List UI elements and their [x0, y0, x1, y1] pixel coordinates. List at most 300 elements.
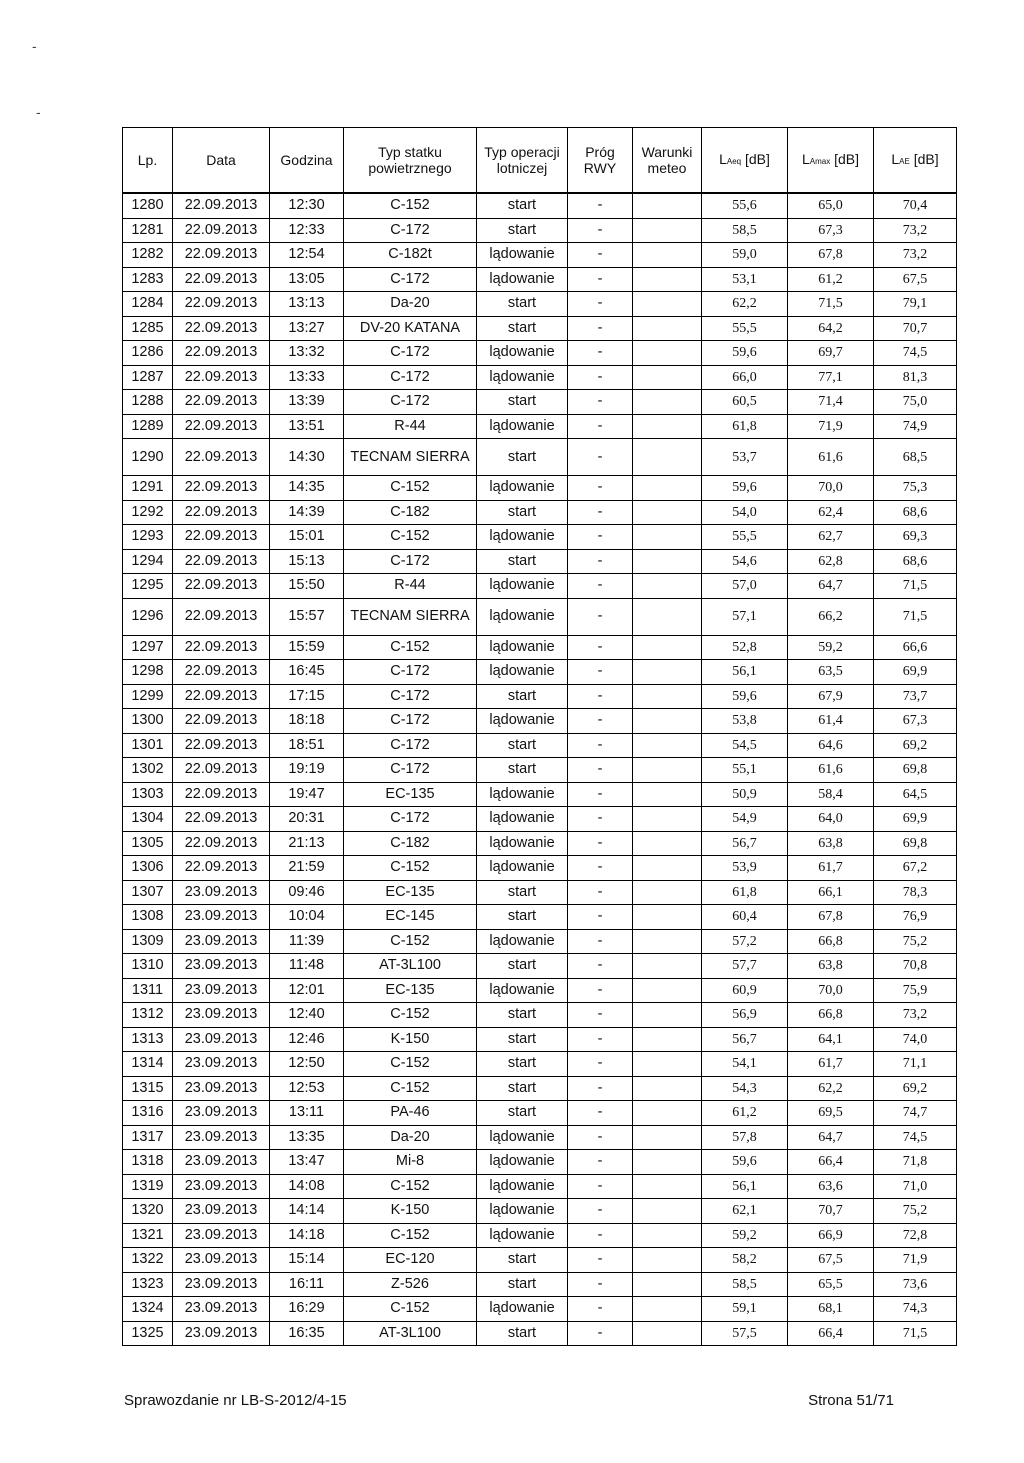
cell-time: 18:18	[270, 709, 344, 734]
cell-date: 22.09.2013	[173, 292, 270, 317]
table-row	[123, 292, 957, 317]
cell-time: 13:11	[270, 1101, 344, 1126]
header-lae: LAE [dB]	[874, 128, 957, 194]
cell-lamax: 71,4	[788, 390, 874, 415]
cell-lae: 71,8	[874, 1150, 957, 1175]
cell-lae: 74,5	[874, 341, 957, 366]
cell-date: 22.09.2013	[173, 709, 270, 734]
header-lp: Lp.	[123, 128, 173, 194]
cell-operation: start	[477, 218, 568, 243]
cell-lamax: 77,1	[788, 365, 874, 390]
header-warunki: Warunki meteo	[633, 128, 702, 194]
table-row	[123, 267, 957, 292]
cell-lamax: 67,8	[788, 243, 874, 268]
cell-lae: 71,9	[874, 1248, 957, 1273]
cell-laeq: 56,1	[702, 1174, 788, 1199]
cell-date: 22.09.2013	[173, 549, 270, 574]
table-row	[123, 341, 957, 366]
cell-date: 22.09.2013	[173, 525, 270, 550]
cell-aircraft: C-152	[344, 1174, 477, 1199]
cell-runway: -	[568, 476, 633, 501]
cell-aircraft: C-152	[344, 1052, 477, 1077]
cell-laeq: 59,6	[702, 476, 788, 501]
cell-lae: 71,1	[874, 1052, 957, 1077]
cell-aircraft: EC-135	[344, 880, 477, 905]
cell-laeq: 60,5	[702, 390, 788, 415]
cell-runway: -	[568, 549, 633, 574]
cell-weather	[633, 1223, 702, 1248]
cell-lae: 74,3	[874, 1297, 957, 1322]
cell-date: 22.09.2013	[173, 660, 270, 685]
cell-lp: 1296	[123, 598, 173, 635]
cell-date: 22.09.2013	[173, 807, 270, 832]
cell-lp: 1293	[123, 525, 173, 550]
cell-operation: lądowanie	[477, 267, 568, 292]
cell-aircraft: C-182t	[344, 243, 477, 268]
cell-operation: start	[477, 880, 568, 905]
cell-operation: start	[477, 1321, 568, 1346]
cell-date: 22.09.2013	[173, 218, 270, 243]
cell-laeq: 61,8	[702, 880, 788, 905]
cell-time: 15:59	[270, 635, 344, 660]
cell-weather	[633, 439, 702, 476]
cell-runway: -	[568, 525, 633, 550]
cell-time: 12:54	[270, 243, 344, 268]
cell-lamax: 68,1	[788, 1297, 874, 1322]
cell-runway: -	[568, 856, 633, 881]
cell-lamax: 70,0	[788, 978, 874, 1003]
cell-operation: start	[477, 1052, 568, 1077]
cell-date: 22.09.2013	[173, 476, 270, 501]
cell-lamax: 67,8	[788, 905, 874, 930]
cell-date: 23.09.2013	[173, 1027, 270, 1052]
cell-lamax: 66,9	[788, 1223, 874, 1248]
cell-runway: -	[568, 1150, 633, 1175]
cell-weather	[633, 365, 702, 390]
cell-date: 23.09.2013	[173, 1076, 270, 1101]
cell-aircraft: C-172	[344, 733, 477, 758]
cell-lp: 1299	[123, 684, 173, 709]
cell-time: 09:46	[270, 880, 344, 905]
cell-lae: 75,2	[874, 1199, 957, 1224]
cell-lamax: 67,9	[788, 684, 874, 709]
cell-lamax: 62,7	[788, 525, 874, 550]
cell-lamax: 66,8	[788, 929, 874, 954]
cell-laeq: 53,1	[702, 267, 788, 292]
cell-laeq: 57,8	[702, 1125, 788, 1150]
cell-operation: lądowanie	[477, 414, 568, 439]
cell-laeq: 54,9	[702, 807, 788, 832]
cell-weather	[633, 1003, 702, 1028]
cell-lae: 78,3	[874, 880, 957, 905]
cell-weather	[633, 1150, 702, 1175]
cell-runway: -	[568, 1297, 633, 1322]
table-row	[123, 218, 957, 243]
cell-runway: -	[568, 880, 633, 905]
table-row	[123, 807, 957, 832]
cell-aircraft: C-172	[344, 684, 477, 709]
table-row	[123, 758, 957, 783]
cell-lp: 1291	[123, 476, 173, 501]
cell-runway: -	[568, 635, 633, 660]
cell-operation: lądowanie	[477, 782, 568, 807]
cell-time: 12:30	[270, 193, 344, 218]
cell-lamax: 63,5	[788, 660, 874, 685]
cell-runway: -	[568, 341, 633, 366]
cell-lae: 70,4	[874, 193, 957, 218]
cell-operation: start	[477, 439, 568, 476]
cell-weather	[633, 856, 702, 881]
cell-time: 13:35	[270, 1125, 344, 1150]
cell-lamax: 64,0	[788, 807, 874, 832]
table-row	[123, 709, 957, 734]
table-row	[123, 1052, 957, 1077]
table-row	[123, 500, 957, 525]
cell-lp: 1286	[123, 341, 173, 366]
cell-lae: 81,3	[874, 365, 957, 390]
cell-lp: 1312	[123, 1003, 173, 1028]
cell-time: 11:39	[270, 929, 344, 954]
cell-lamax: 58,4	[788, 782, 874, 807]
cell-lae: 74,7	[874, 1101, 957, 1126]
cell-runway: -	[568, 390, 633, 415]
cell-lp: 1297	[123, 635, 173, 660]
cell-lamax: 61,2	[788, 267, 874, 292]
cell-aircraft: Da-20	[344, 292, 477, 317]
cell-lp: 1292	[123, 500, 173, 525]
cell-aircraft: C-152	[344, 1297, 477, 1322]
cell-lp: 1322	[123, 1248, 173, 1273]
cell-lp: 1318	[123, 1150, 173, 1175]
cell-operation: lądowanie	[477, 365, 568, 390]
cell-runway: -	[568, 807, 633, 832]
cell-time: 14:14	[270, 1199, 344, 1224]
cell-lae: 69,9	[874, 660, 957, 685]
cell-weather	[633, 1297, 702, 1322]
cell-weather	[633, 1052, 702, 1077]
cell-date: 23.09.2013	[173, 929, 270, 954]
cell-lamax: 66,4	[788, 1150, 874, 1175]
cell-laeq: 54,5	[702, 733, 788, 758]
cell-weather	[633, 500, 702, 525]
cell-date: 22.09.2013	[173, 635, 270, 660]
cell-lp: 1294	[123, 549, 173, 574]
cell-date: 23.09.2013	[173, 1125, 270, 1150]
cell-date: 22.09.2013	[173, 365, 270, 390]
cell-runway: -	[568, 1199, 633, 1224]
scan-mark: -	[36, 104, 41, 120]
cell-operation: lądowanie	[477, 341, 568, 366]
cell-aircraft: C-152	[344, 856, 477, 881]
table-row	[123, 365, 957, 390]
table-row	[123, 525, 957, 550]
cell-lamax: 63,8	[788, 831, 874, 856]
cell-lamax: 64,2	[788, 316, 874, 341]
cell-laeq: 55,6	[702, 193, 788, 218]
cell-aircraft: C-182	[344, 831, 477, 856]
cell-lae: 73,7	[874, 684, 957, 709]
cell-aircraft: EC-135	[344, 978, 477, 1003]
cell-runway: -	[568, 292, 633, 317]
cell-aircraft: C-152	[344, 635, 477, 660]
cell-weather	[633, 1027, 702, 1052]
cell-operation: start	[477, 316, 568, 341]
cell-lamax: 63,8	[788, 954, 874, 979]
header-prog: Próg RWY	[568, 128, 633, 194]
cell-date: 22.09.2013	[173, 390, 270, 415]
cell-time: 14:18	[270, 1223, 344, 1248]
cell-date: 22.09.2013	[173, 758, 270, 783]
table-row	[123, 1223, 957, 1248]
table-row	[123, 1101, 957, 1126]
cell-laeq: 58,2	[702, 1248, 788, 1273]
cell-runway: -	[568, 782, 633, 807]
cell-lae: 69,8	[874, 831, 957, 856]
cell-lamax: 61,7	[788, 856, 874, 881]
cell-laeq: 55,5	[702, 316, 788, 341]
cell-runway: -	[568, 1321, 633, 1346]
cell-runway: -	[568, 500, 633, 525]
cell-lae: 67,2	[874, 856, 957, 881]
cell-laeq: 58,5	[702, 218, 788, 243]
cell-lamax: 65,5	[788, 1272, 874, 1297]
cell-runway: -	[568, 439, 633, 476]
cell-laeq: 54,1	[702, 1052, 788, 1077]
cell-date: 23.09.2013	[173, 954, 270, 979]
cell-operation: lądowanie	[477, 243, 568, 268]
cell-lp: 1285	[123, 316, 173, 341]
cell-laeq: 54,3	[702, 1076, 788, 1101]
cell-date: 22.09.2013	[173, 439, 270, 476]
table-row	[123, 929, 957, 954]
cell-weather	[633, 1272, 702, 1297]
cell-lp: 1290	[123, 439, 173, 476]
cell-lae: 70,8	[874, 954, 957, 979]
cell-weather	[633, 1248, 702, 1273]
page-number: Strona 51/71	[808, 1392, 894, 1409]
cell-time: 16:29	[270, 1297, 344, 1322]
cell-operation: lądowanie	[477, 978, 568, 1003]
cell-operation: start	[477, 1076, 568, 1101]
cell-time: 14:35	[270, 476, 344, 501]
cell-time: 15:50	[270, 574, 344, 599]
cell-time: 13:33	[270, 365, 344, 390]
cell-time: 13:47	[270, 1150, 344, 1175]
cell-runway: -	[568, 414, 633, 439]
cell-aircraft: K-150	[344, 1199, 477, 1224]
cell-operation: lądowanie	[477, 1174, 568, 1199]
cell-laeq: 50,9	[702, 782, 788, 807]
cell-time: 13:51	[270, 414, 344, 439]
cell-weather	[633, 807, 702, 832]
cell-weather	[633, 831, 702, 856]
cell-date: 22.09.2013	[173, 782, 270, 807]
cell-lae: 67,3	[874, 709, 957, 734]
cell-lp: 1320	[123, 1199, 173, 1224]
cell-lamax: 62,2	[788, 1076, 874, 1101]
cell-lae: 68,6	[874, 500, 957, 525]
cell-time: 14:08	[270, 1174, 344, 1199]
cell-lamax: 66,8	[788, 1003, 874, 1028]
cell-lamax: 61,6	[788, 439, 874, 476]
cell-runway: -	[568, 598, 633, 635]
cell-date: 23.09.2013	[173, 1052, 270, 1077]
cell-aircraft: Mi-8	[344, 1150, 477, 1175]
header-laeq: LAeq [dB]	[702, 128, 788, 194]
header-lamax: LAmax [dB]	[788, 128, 874, 194]
cell-lp: 1304	[123, 807, 173, 832]
cell-operation: start	[477, 954, 568, 979]
cell-lp: 1306	[123, 856, 173, 881]
cell-date: 22.09.2013	[173, 267, 270, 292]
table-row	[123, 905, 957, 930]
cell-date: 22.09.2013	[173, 733, 270, 758]
cell-aircraft: C-172	[344, 365, 477, 390]
cell-date: 23.09.2013	[173, 1174, 270, 1199]
header-godzina: Godzina	[270, 128, 344, 194]
cell-lp: 1281	[123, 218, 173, 243]
table-row	[123, 1199, 957, 1224]
cell-lae: 74,9	[874, 414, 957, 439]
cell-operation: lądowanie	[477, 1199, 568, 1224]
cell-operation: lądowanie	[477, 574, 568, 599]
cell-time: 12:50	[270, 1052, 344, 1077]
cell-lp: 1288	[123, 390, 173, 415]
cell-runway: -	[568, 1174, 633, 1199]
header-typ-operacji: Typ operacji lotniczej	[477, 128, 568, 194]
cell-date: 23.09.2013	[173, 1297, 270, 1322]
cell-laeq: 59,6	[702, 684, 788, 709]
cell-date: 22.09.2013	[173, 684, 270, 709]
cell-lae: 71,5	[874, 574, 957, 599]
table-row	[123, 660, 957, 685]
cell-lae: 66,6	[874, 635, 957, 660]
cell-runway: -	[568, 1027, 633, 1052]
cell-lamax: 64,1	[788, 1027, 874, 1052]
cell-operation: lądowanie	[477, 1297, 568, 1322]
cell-date: 23.09.2013	[173, 1101, 270, 1126]
cell-laeq: 56,1	[702, 660, 788, 685]
table-row	[123, 390, 957, 415]
cell-lamax: 64,7	[788, 1125, 874, 1150]
cell-lp: 1319	[123, 1174, 173, 1199]
cell-runway: -	[568, 1003, 633, 1028]
cell-lp: 1284	[123, 292, 173, 317]
cell-laeq: 59,1	[702, 1297, 788, 1322]
cell-lae: 64,5	[874, 782, 957, 807]
cell-lamax: 66,1	[788, 880, 874, 905]
cell-time: 21:13	[270, 831, 344, 856]
table-row	[123, 1027, 957, 1052]
cell-lp: 1314	[123, 1052, 173, 1077]
cell-lae: 69,9	[874, 807, 957, 832]
cell-weather	[633, 880, 702, 905]
table-row	[123, 598, 957, 635]
cell-weather	[633, 1125, 702, 1150]
cell-runway: -	[568, 1052, 633, 1077]
cell-weather	[633, 1174, 702, 1199]
cell-lamax: 67,3	[788, 218, 874, 243]
cell-weather	[633, 978, 702, 1003]
cell-lp: 1323	[123, 1272, 173, 1297]
cell-operation: start	[477, 1248, 568, 1273]
cell-lp: 1287	[123, 365, 173, 390]
cell-operation: start	[477, 500, 568, 525]
cell-operation: start	[477, 905, 568, 930]
table-row	[123, 880, 957, 905]
cell-date: 22.09.2013	[173, 574, 270, 599]
cell-weather	[633, 782, 702, 807]
cell-operation: start	[477, 1101, 568, 1126]
cell-time: 12:33	[270, 218, 344, 243]
cell-weather	[633, 954, 702, 979]
cell-lamax: 66,2	[788, 598, 874, 635]
cell-operation: lądowanie	[477, 831, 568, 856]
cell-aircraft: C-152	[344, 1223, 477, 1248]
table-row	[123, 1125, 957, 1150]
cell-aircraft: C-152	[344, 1003, 477, 1028]
cell-lamax: 71,9	[788, 414, 874, 439]
table-row	[123, 439, 957, 476]
cell-runway: -	[568, 316, 633, 341]
cell-runway: -	[568, 758, 633, 783]
cell-weather	[633, 1076, 702, 1101]
cell-date: 22.09.2013	[173, 856, 270, 881]
cell-time: 13:27	[270, 316, 344, 341]
cell-lamax: 61,4	[788, 709, 874, 734]
cell-date: 23.09.2013	[173, 978, 270, 1003]
cell-weather	[633, 635, 702, 660]
cell-laeq: 54,0	[702, 500, 788, 525]
cell-lp: 1280	[123, 193, 173, 218]
cell-laeq: 58,5	[702, 1272, 788, 1297]
cell-laeq: 61,2	[702, 1101, 788, 1126]
cell-lae: 73,2	[874, 218, 957, 243]
table-row	[123, 476, 957, 501]
cell-weather	[633, 341, 702, 366]
cell-runway: -	[568, 1101, 633, 1126]
cell-laeq: 54,6	[702, 549, 788, 574]
cell-laeq: 62,2	[702, 292, 788, 317]
cell-aircraft: C-172	[344, 807, 477, 832]
cell-laeq: 60,9	[702, 978, 788, 1003]
cell-lamax: 70,0	[788, 476, 874, 501]
cell-date: 23.09.2013	[173, 1003, 270, 1028]
cell-operation: lądowanie	[477, 525, 568, 550]
cell-lae: 71,0	[874, 1174, 957, 1199]
cell-lae: 67,5	[874, 267, 957, 292]
cell-lamax: 64,6	[788, 733, 874, 758]
cell-time: 15:13	[270, 549, 344, 574]
cell-lae: 69,8	[874, 758, 957, 783]
table-row	[123, 978, 957, 1003]
cell-lp: 1317	[123, 1125, 173, 1150]
cell-lae: 73,2	[874, 1003, 957, 1028]
cell-runway: -	[568, 267, 633, 292]
table-row	[123, 414, 957, 439]
cell-lae: 68,5	[874, 439, 957, 476]
table-row	[123, 684, 957, 709]
cell-operation: lądowanie	[477, 660, 568, 685]
cell-lae: 75,9	[874, 978, 957, 1003]
cell-time: 14:30	[270, 439, 344, 476]
cell-operation: start	[477, 1272, 568, 1297]
cell-aircraft: EC-120	[344, 1248, 477, 1273]
cell-time: 16:35	[270, 1321, 344, 1346]
cell-weather	[633, 525, 702, 550]
cell-date: 23.09.2013	[173, 905, 270, 930]
cell-aircraft: TECNAM SIERRA	[344, 439, 477, 476]
